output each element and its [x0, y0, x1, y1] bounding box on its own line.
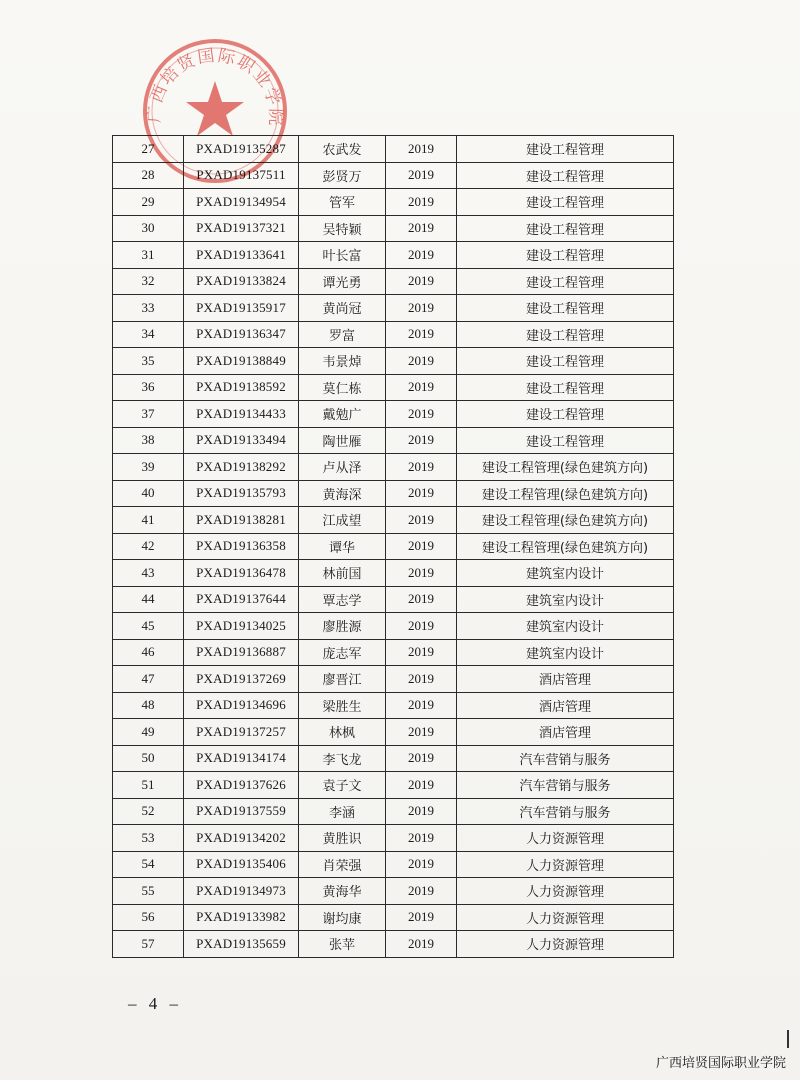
student-name: 卢从泽 — [299, 454, 386, 481]
scan-edge-mark — [787, 1030, 789, 1048]
student-id: PXAD19138292 — [184, 454, 299, 481]
enrollment-year: 2019 — [386, 719, 457, 746]
student-name: 廖胜源 — [299, 613, 386, 640]
student-name: 罗富 — [299, 321, 386, 348]
student-name: 廖晋江 — [299, 666, 386, 693]
major: 建设工程管理(绿色建筑方向) — [457, 507, 674, 534]
student-id: PXAD19137559 — [184, 798, 299, 825]
student-name: 李涵 — [299, 798, 386, 825]
enrollment-year: 2019 — [386, 401, 457, 428]
student-id: PXAD19134973 — [184, 878, 299, 905]
major: 建筑室内设计 — [457, 560, 674, 587]
major: 建设工程管理 — [457, 427, 674, 454]
student-name: 吴特颖 — [299, 215, 386, 242]
table-row — [113, 825, 674, 852]
student-id: PXAD19135659 — [184, 931, 299, 958]
enrollment-year: 2019 — [386, 162, 457, 189]
student-id: PXAD19136358 — [184, 533, 299, 560]
row-number: 49 — [113, 719, 184, 746]
row-number: 52 — [113, 798, 184, 825]
table-row — [113, 454, 674, 481]
student-name: 张苹 — [299, 931, 386, 958]
student-id: PXAD19136347 — [184, 321, 299, 348]
student-name: 黄海深 — [299, 480, 386, 507]
enrollment-year: 2019 — [386, 454, 457, 481]
table-row — [113, 215, 674, 242]
table-row — [113, 162, 674, 189]
major: 酒店管理 — [457, 719, 674, 746]
student-name: 林前国 — [299, 560, 386, 587]
enrollment-year: 2019 — [386, 136, 457, 163]
table-row — [113, 931, 674, 958]
table-row — [113, 560, 674, 587]
row-number: 37 — [113, 401, 184, 428]
row-number: 50 — [113, 745, 184, 772]
student-id: PXAD19134433 — [184, 401, 299, 428]
enrollment-year: 2019 — [386, 242, 457, 269]
major: 建设工程管理(绿色建筑方向) — [457, 533, 674, 560]
enrollment-year: 2019 — [386, 348, 457, 375]
major: 建筑室内设计 — [457, 639, 674, 666]
table-row — [113, 348, 674, 375]
enrollment-year: 2019 — [386, 295, 457, 322]
student-id: PXAD19138281 — [184, 507, 299, 534]
enrollment-year: 2019 — [386, 931, 457, 958]
table-row — [113, 374, 674, 401]
enrollment-year: 2019 — [386, 798, 457, 825]
table-row — [113, 427, 674, 454]
row-number: 40 — [113, 480, 184, 507]
student-id: PXAD19134025 — [184, 613, 299, 640]
major: 建设工程管理 — [457, 295, 674, 322]
enrollment-year: 2019 — [386, 904, 457, 931]
student-name: 李飞龙 — [299, 745, 386, 772]
enrollment-year: 2019 — [386, 878, 457, 905]
major: 人力资源管理 — [457, 878, 674, 905]
table-row — [113, 798, 674, 825]
student-id: PXAD19134202 — [184, 825, 299, 852]
major: 建设工程管理 — [457, 401, 674, 428]
enrollment-year: 2019 — [386, 427, 457, 454]
major: 汽车营销与服务 — [457, 772, 674, 799]
student-name: 陶世雁 — [299, 427, 386, 454]
row-number: 39 — [113, 454, 184, 481]
major: 建设工程管理 — [457, 136, 674, 163]
table-row — [113, 692, 674, 719]
student-id: PXAD19138849 — [184, 348, 299, 375]
row-number: 31 — [113, 242, 184, 269]
major: 建设工程管理 — [457, 189, 674, 216]
table-row — [113, 189, 674, 216]
student-id: PXAD19135917 — [184, 295, 299, 322]
enrollment-year: 2019 — [386, 586, 457, 613]
seal-star-icon — [186, 81, 244, 136]
enrollment-year: 2019 — [386, 745, 457, 772]
enrollment-year: 2019 — [386, 480, 457, 507]
student-name: 黄胜识 — [299, 825, 386, 852]
student-name: 覃志学 — [299, 586, 386, 613]
table-row — [113, 480, 674, 507]
student-id: PXAD19134696 — [184, 692, 299, 719]
row-number: 41 — [113, 507, 184, 534]
enrollment-year: 2019 — [386, 772, 457, 799]
row-number: 38 — [113, 427, 184, 454]
student-id: PXAD19134174 — [184, 745, 299, 772]
student-name: 梁胜生 — [299, 692, 386, 719]
student-id: PXAD19137626 — [184, 772, 299, 799]
student-name: 黄尚冠 — [299, 295, 386, 322]
student-id: PXAD19133641 — [184, 242, 299, 269]
major: 人力资源管理 — [457, 904, 674, 931]
table-row — [113, 533, 674, 560]
major: 建设工程管理 — [457, 321, 674, 348]
table-row — [113, 586, 674, 613]
student-name: 叶长富 — [299, 242, 386, 269]
table-row — [113, 878, 674, 905]
table-row — [113, 268, 674, 295]
student-name: 肖荣强 — [299, 851, 386, 878]
row-number: 54 — [113, 851, 184, 878]
major: 汽车营销与服务 — [457, 745, 674, 772]
table-row — [113, 321, 674, 348]
row-number: 57 — [113, 931, 184, 958]
table-row — [113, 136, 674, 163]
major: 酒店管理 — [457, 692, 674, 719]
table-row — [113, 745, 674, 772]
enrollment-year: 2019 — [386, 613, 457, 640]
major: 建设工程管理 — [457, 268, 674, 295]
student-name: 韦景焯 — [299, 348, 386, 375]
student-id: PXAD19134954 — [184, 189, 299, 216]
table-row — [113, 851, 674, 878]
student-id: PXAD19136887 — [184, 639, 299, 666]
student-name: 江成望 — [299, 507, 386, 534]
student-name: 戴勉广 — [299, 401, 386, 428]
table-row — [113, 666, 674, 693]
student-id: PXAD19135793 — [184, 480, 299, 507]
major: 建设工程管理(绿色建筑方向) — [457, 480, 674, 507]
row-number: 44 — [113, 586, 184, 613]
student-name: 黄海华 — [299, 878, 386, 905]
enrollment-year: 2019 — [386, 374, 457, 401]
seal-text: 广西培贤国际职业学院 — [144, 45, 286, 128]
row-number: 46 — [113, 639, 184, 666]
table-row — [113, 639, 674, 666]
row-number: 56 — [113, 904, 184, 931]
row-number: 51 — [113, 772, 184, 799]
row-number: 43 — [113, 560, 184, 587]
student-id: PXAD19135406 — [184, 851, 299, 878]
major: 建设工程管理(绿色建筑方向) — [457, 454, 674, 481]
major: 建筑室内设计 — [457, 586, 674, 613]
table-row — [113, 242, 674, 269]
student-name: 庞志军 — [299, 639, 386, 666]
row-number: 45 — [113, 613, 184, 640]
enrollment-year: 2019 — [386, 560, 457, 587]
major: 酒店管理 — [457, 666, 674, 693]
enrollment-year: 2019 — [386, 321, 457, 348]
major: 汽车营销与服务 — [457, 798, 674, 825]
student-name: 谭光勇 — [299, 268, 386, 295]
student-id: PXAD19138592 — [184, 374, 299, 401]
student-name: 林枫 — [299, 719, 386, 746]
enrollment-year: 2019 — [386, 692, 457, 719]
student-id: PXAD19135287 — [184, 136, 299, 163]
row-number: 53 — [113, 825, 184, 852]
row-number: 48 — [113, 692, 184, 719]
enrollment-year: 2019 — [386, 666, 457, 693]
footer-watermark: 广西培贤国际职业学院 — [655, 1056, 786, 1071]
student-id: PXAD19137321 — [184, 215, 299, 242]
student-name: 袁子文 — [299, 772, 386, 799]
major: 人力资源管理 — [457, 931, 674, 958]
major: 人力资源管理 — [457, 825, 674, 852]
row-number: 42 — [113, 533, 184, 560]
row-number: 33 — [113, 295, 184, 322]
student-id: PXAD19133824 — [184, 268, 299, 295]
student-name: 谭华 — [299, 533, 386, 560]
student-id: PXAD19133982 — [184, 904, 299, 931]
table-row — [113, 401, 674, 428]
table-row — [113, 613, 674, 640]
row-number: 30 — [113, 215, 184, 242]
row-number: 29 — [113, 189, 184, 216]
row-number: 34 — [113, 321, 184, 348]
row-number: 27 — [113, 136, 184, 163]
table-row — [113, 295, 674, 322]
table-row — [113, 507, 674, 534]
roster-table-body — [113, 136, 674, 958]
row-number: 36 — [113, 374, 184, 401]
student-id: PXAD19137269 — [184, 666, 299, 693]
major: 建设工程管理 — [457, 162, 674, 189]
major: 建筑室内设计 — [457, 613, 674, 640]
student-id: PXAD19137257 — [184, 719, 299, 746]
student-name: 谢均康 — [299, 904, 386, 931]
row-number: 28 — [113, 162, 184, 189]
row-number: 47 — [113, 666, 184, 693]
row-number: 35 — [113, 348, 184, 375]
student-name: 管军 — [299, 189, 386, 216]
student-name: 彭贤万 — [299, 162, 386, 189]
major: 建设工程管理 — [457, 374, 674, 401]
major: 建设工程管理 — [457, 348, 674, 375]
student-id: PXAD19133494 — [184, 427, 299, 454]
major: 建设工程管理 — [457, 242, 674, 269]
student-roster-table — [112, 135, 674, 958]
student-id: PXAD19136478 — [184, 560, 299, 587]
enrollment-year: 2019 — [386, 268, 457, 295]
table-row — [113, 719, 674, 746]
student-id: PXAD19137644 — [184, 586, 299, 613]
row-number: 55 — [113, 878, 184, 905]
table-row — [113, 772, 674, 799]
student-name: 莫仁栋 — [299, 374, 386, 401]
enrollment-year: 2019 — [386, 507, 457, 534]
row-number: 32 — [113, 268, 184, 295]
enrollment-year: 2019 — [386, 825, 457, 852]
student-name: 农武发 — [299, 136, 386, 163]
enrollment-year: 2019 — [386, 189, 457, 216]
student-id: PXAD19137511 — [184, 162, 299, 189]
enrollment-year: 2019 — [386, 639, 457, 666]
major: 人力资源管理 — [457, 851, 674, 878]
enrollment-year: 2019 — [386, 533, 457, 560]
page-number: – 4 – — [128, 994, 182, 1013]
major: 建设工程管理 — [457, 215, 674, 242]
enrollment-year: 2019 — [386, 215, 457, 242]
table-row — [113, 904, 674, 931]
enrollment-year: 2019 — [386, 851, 457, 878]
